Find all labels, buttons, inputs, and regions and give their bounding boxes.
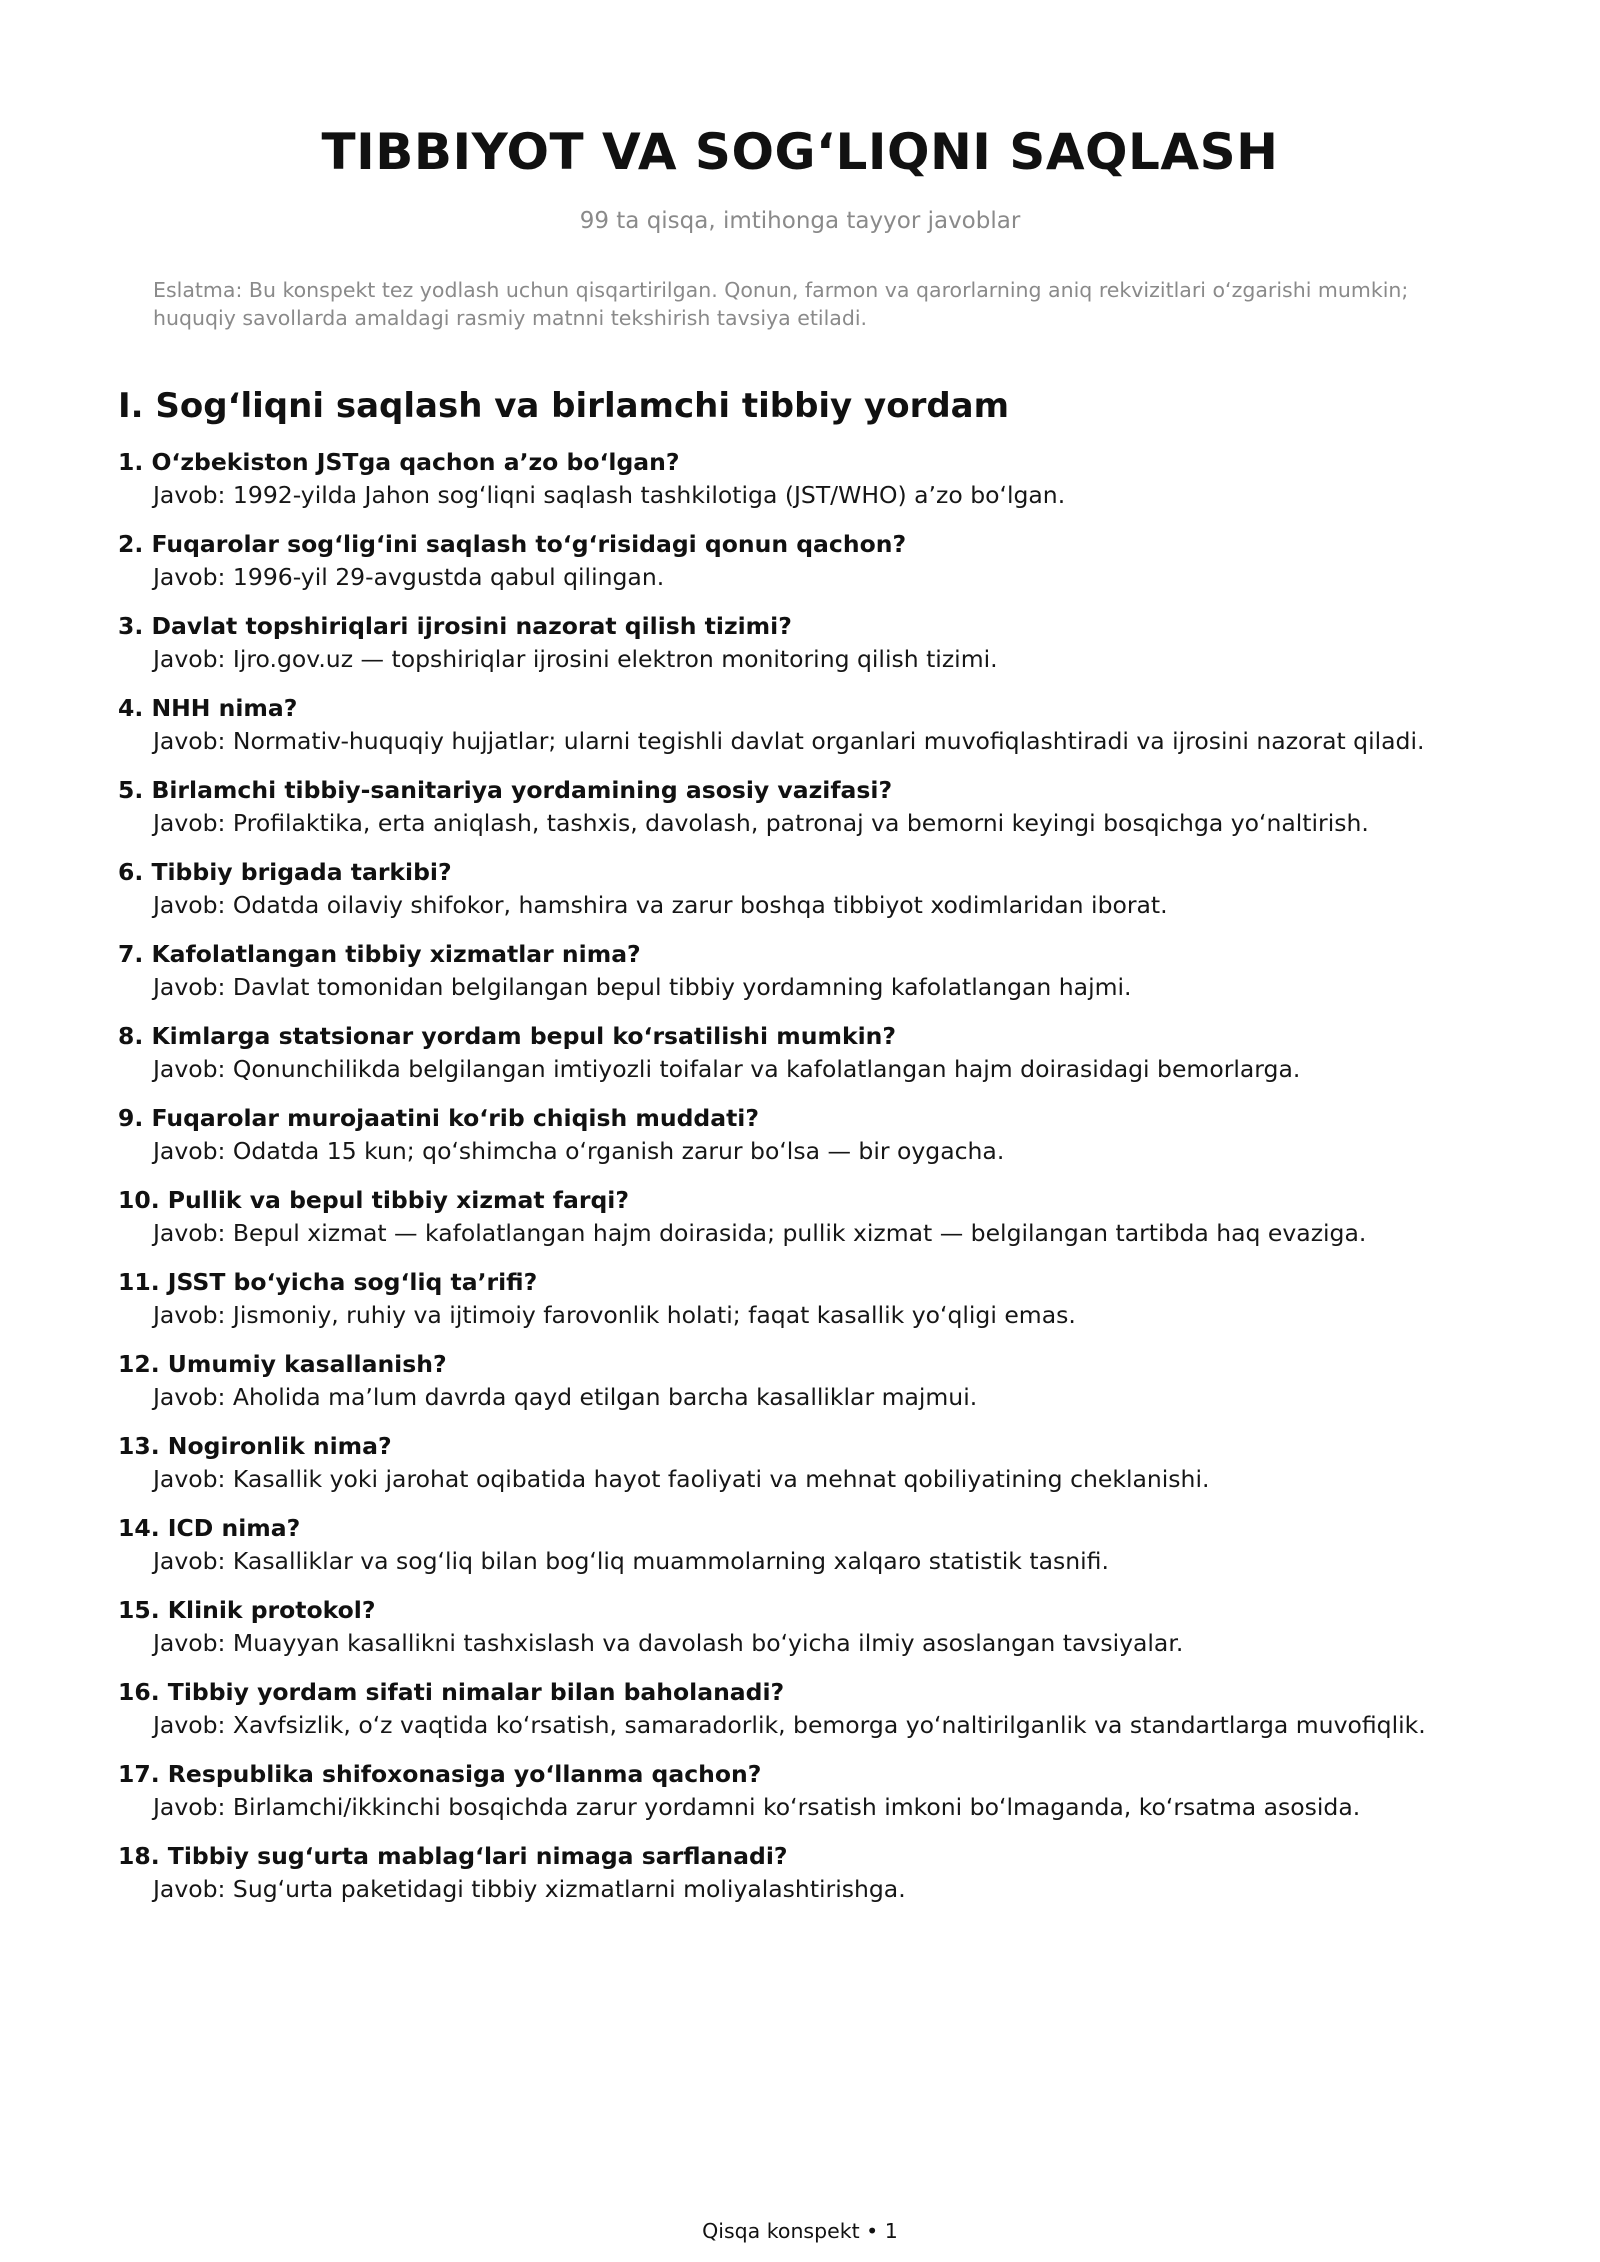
answer: Javob: Birlamchi/ikkinchi bosqichda zarur yordamni koʻrsatish imkoni boʻlmaganda, koʻrsatma asosida. [153,1793,1361,1821]
question: 15. Klinik protokol? [118,1596,376,1624]
qa-item [118,528,1482,594]
section-title: I. Sogʻliqni saqlash va birlamchi tibbiy yordam [118,386,1010,426]
qa-list [118,446,1482,1906]
qa-item [118,692,1482,758]
question: 18. Tibbiy sugʻurta mablagʻlari nimaga sarflanadi? [118,1842,788,1870]
question: 5. Birlamchi tibbiy-sanitariya yordamining asosiy vazifasi? [118,776,893,804]
qa-item [118,1266,1482,1332]
qa-item [118,1758,1482,1824]
qa-item [118,1676,1482,1742]
qa-item [118,1430,1482,1496]
question: 17. Respublika shifoxonasiga yoʻllanma qachon? [118,1760,762,1788]
answer: Javob: Normativ-huquqiy hujjatlar; ularni tegishli davlat organlari muvofiqlashtiradi va ijrosini nazorat qiladi. [153,727,1425,755]
qa-item [118,446,1482,512]
question: 12. Umumiy kasallanish? [118,1350,447,1378]
answer: Javob: Davlat tomonidan belgilangan bepul tibbiy yordamning kafolatlangan hajmi. [153,973,1132,1001]
qa-item [118,1512,1482,1578]
answer: Javob: Jismoniy, ruhiy va ijtimoiy farovonlik holati; faqat kasallik yoʻqligi emas. [153,1301,1076,1329]
document-note: Eslatma: Bu konspekt tez yodlash uchun qisqartirilgan. Qonun, farmon va qarorlarning aniq rekvizitlari oʻzgarishi mumkin; huquqiy savollarda amaldagi rasmiy matnni tekshirish tavsiya etiladi. [153,278,1409,330]
qa-item [118,1594,1482,1660]
answer: Javob: Profilaktika, erta aniqlash, tashxis, davolash, patronaj va bemorni keyingi bosqichga yoʻnaltirish. [153,809,1369,837]
answer: Javob: Odatda oilaviy shifokor, hamshira va zarur boshqa tibbiyot xodimlaridan iborat. [153,891,1168,919]
qa-item [118,938,1482,1004]
document-subtitle: 99 ta qisqa, imtihonga tayyor javoblar [579,208,1021,234]
document-title: TIBBIYOT VA SOGʻLIQNI SAQLASH [321,123,1279,181]
question: 16. Tibbiy yordam sifati nimalar bilan baholanadi? [118,1678,785,1706]
answer: Javob: 1996-yil 29-avgustda qabul qilingan. [153,563,665,591]
question: 4. NHH nima? [118,694,298,722]
question: 3. Davlat topshiriqlari ijrosini nazorat qilish tizimi? [118,612,792,640]
question: 7. Kafolatlangan tibbiy xizmatlar nima? [118,940,641,968]
question: 10. Pullik va bepul tibbiy xizmat farqi? [118,1186,629,1214]
answer: Javob: Ijro.gov.uz — topshiriqlar ijrosini elektron monitoring qilish tizimi. [153,645,998,673]
answer: Javob: Sugʻurta paketidagi tibbiy xizmatlarni moliyalashtirishga. [153,1875,906,1903]
answer: Javob: Muayyan kasallikni tashxislash va davolash boʻyicha ilmiy asoslangan tavsiyalar. [153,1629,1184,1657]
question: 9. Fuqarolar murojaatini koʻrib chiqish muddati? [118,1104,759,1132]
answer: Javob: Aholida maʼlum davrda qayd etilgan barcha kasalliklar majmui. [153,1383,978,1411]
question: 1. Oʻzbekiston JSTga qachon aʼzo boʻlgan? [118,448,680,476]
page-footer: Qisqa konspekt • 1 [702,2219,898,2243]
document-page [118,0,1482,1922]
qa-item [118,1840,1482,1906]
question: 11. JSST boʻyicha sogʻliq taʼrifi? [118,1268,538,1296]
question: 13. Nogironlik nima? [118,1432,392,1460]
question: 8. Kimlarga statsionar yordam bepul koʻrsatilishi mumkin? [118,1022,896,1050]
answer: Javob: Kasalliklar va sogʻliq bilan bogʻliq muammolarning xalqaro statistik tasnifi. [153,1547,1109,1575]
qa-item [118,1020,1482,1086]
question: 6. Tibbiy brigada tarkibi? [118,858,452,886]
answer: Javob: Odatda 15 kun; qoʻshimcha oʻrganish zarur boʻlsa — bir oygacha. [153,1137,1005,1165]
qa-item [118,1184,1482,1250]
question: 2. Fuqarolar sogʻligʻini saqlash toʻgʻrisidagi qonun qachon? [118,530,907,558]
answer: Javob: Bepul xizmat — kafolatlangan hajm doirasida; pullik xizmat — belgilangan tartibda haq evaziga. [153,1219,1367,1247]
question: 14. ICD nima? [118,1514,301,1542]
qa-item [118,610,1482,676]
answer: Javob: Kasallik yoki jarohat oqibatida hayot faoliyati va mehnat qobiliyatining cheklanishi. [153,1465,1210,1493]
qa-item [118,1348,1482,1414]
answer: Javob: 1992-yilda Jahon sogʻliqni saqlash tashkilotiga (JST/WHO) aʼzo boʻlgan. [153,481,1066,509]
answer: Javob: Qonunchilikda belgilangan imtiyozli toifalar va kafolatlangan hajm doirasidagi bemorlarga. [153,1055,1301,1083]
qa-item [118,774,1482,840]
qa-item [118,856,1482,922]
answer: Javob: Xavfsizlik, oʻz vaqtida koʻrsatish, samaradorlik, bemorga yoʻnaltirilganlik va standartlarga muvofiqlik. [153,1711,1426,1739]
qa-item [118,1102,1482,1168]
